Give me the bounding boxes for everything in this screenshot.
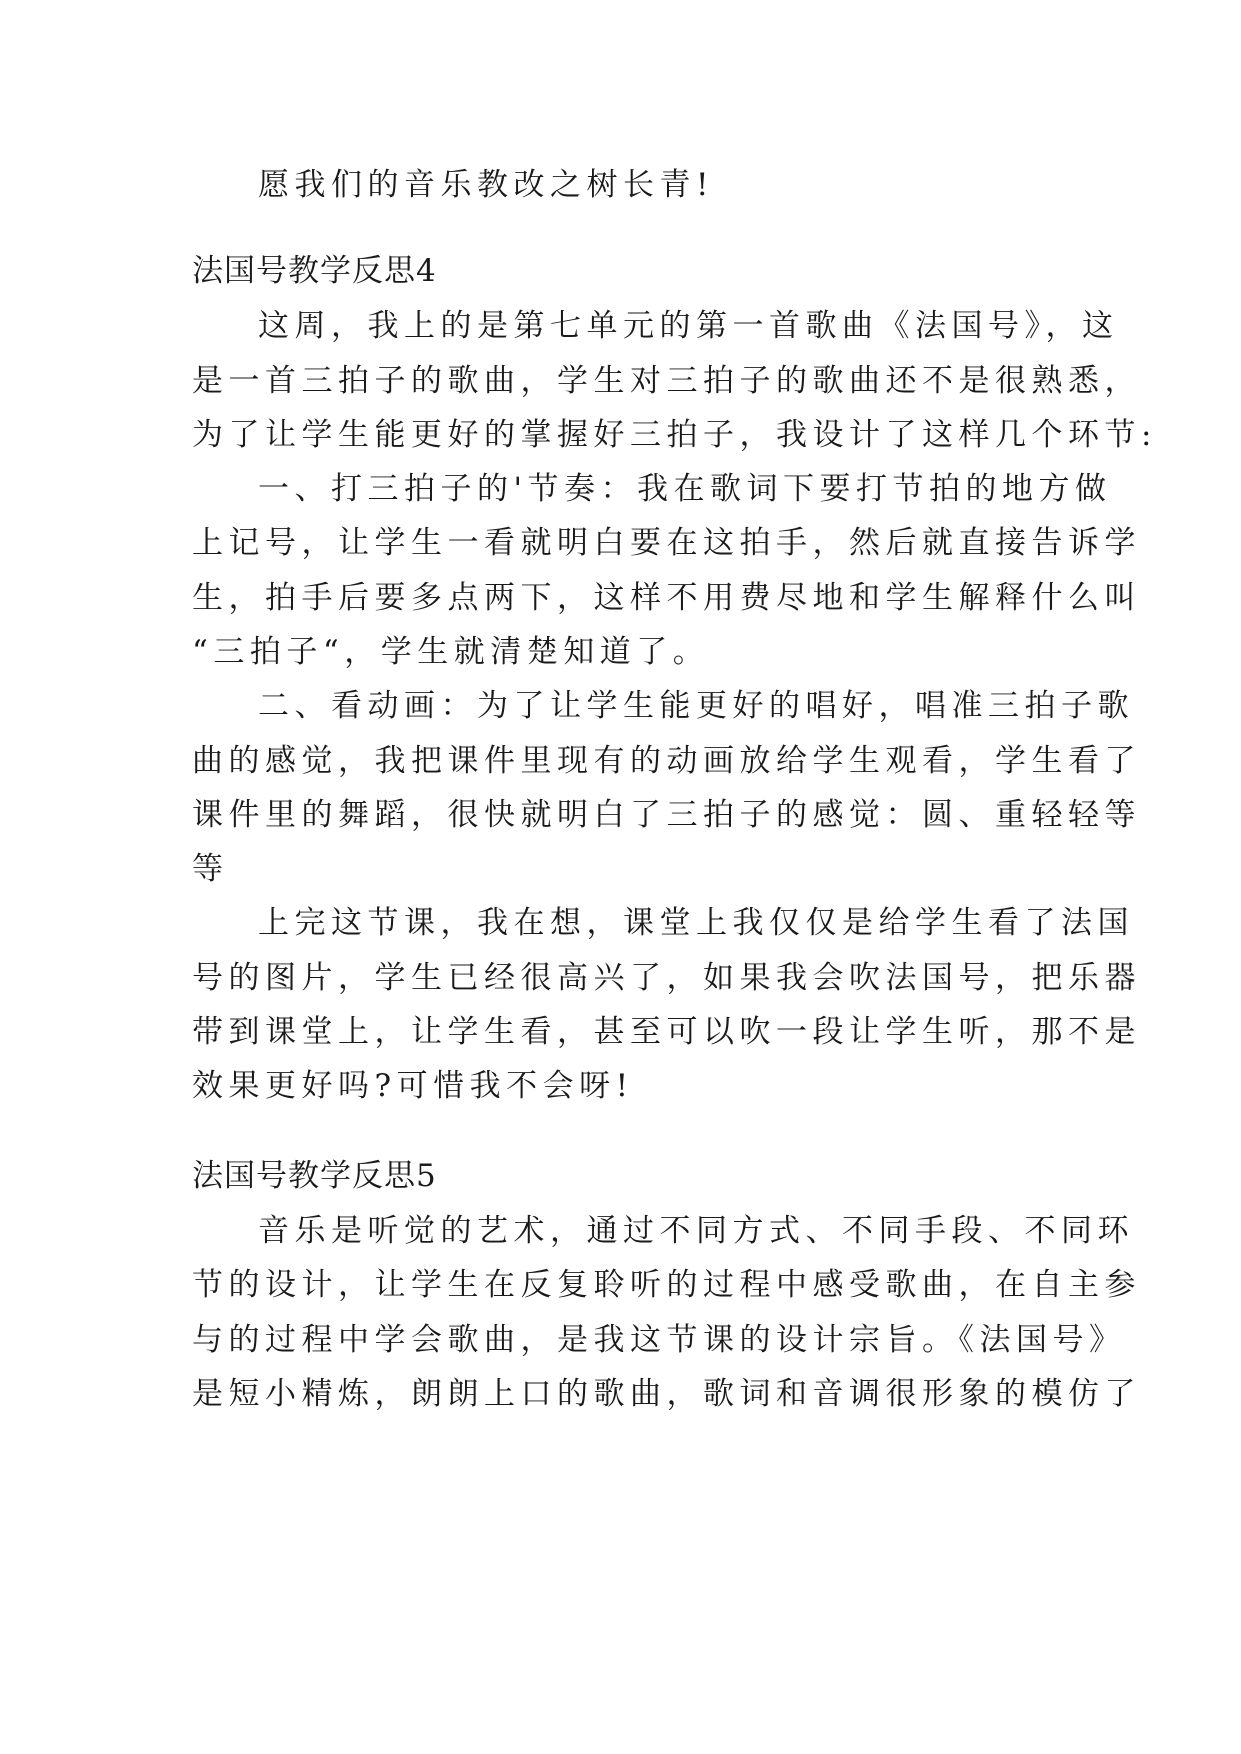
paragraph-line: 节的设计，让学生在反复聆听的过程中感受歌曲，在自主参 — [192, 1267, 1141, 1303]
paragraph-line: 课件里的舞蹈，很快就明白了三拍子的感觉：圆、重轻轻等 — [192, 797, 1141, 833]
paragraph-line: 上记号，让学生一看就明白要在这拍手，然后就直接告诉学 — [192, 525, 1141, 561]
paragraph-line: 是短小精炼，朗朗上口的歌曲，歌词和音调很形象的模仿了 — [192, 1376, 1141, 1412]
paragraph-line: 与的过程中学会歌曲，是我这节课的设计宗旨。《法国号》 — [192, 1322, 1126, 1358]
section-heading-5: 法国号教学反思5 — [192, 1158, 437, 1194]
paragraph-line: 等 — [192, 851, 229, 887]
paragraph-line: 生，拍手后要多点两下，这样不用费尽地和学生解释什么叫 — [192, 580, 1141, 616]
paragraph-line: 为了让学生能更好的掌握好三拍子，我设计了这样几个环节: — [192, 417, 1157, 453]
paragraph-line: 是一首三拍子的歌曲，学生对三拍子的歌曲还不是很熟悉， — [192, 363, 1141, 399]
paragraph-line: 二、看动画：为了让学生能更好的唱好，唱准三拍子歌 — [258, 688, 1134, 724]
section-heading-4: 法国号教学反思4 — [192, 253, 437, 289]
paragraph-line: 一、打三拍子的'节奏：我在歌词下要打节拍的地方做 — [258, 471, 1112, 507]
paragraph-line: 带到课堂上，让学生看，甚至可以吹一段让学生听，那不是 — [192, 1014, 1141, 1050]
paragraph-line: 上完这节课，我在想，课堂上我仅仅是给学生看了法国 — [258, 905, 1134, 941]
paragraph-line: 这周，我上的是第七单元的第一首歌曲《法国号》，这 — [258, 308, 1119, 344]
paragraph-line: 效果更好吗?可惜我不会呀! — [192, 1068, 634, 1104]
paragraph-line: “三拍子“，学生就清楚知道了。 — [192, 634, 710, 670]
paragraph-line: 音乐是听觉的艺术，通过不同方式、不同手段、不同环 — [258, 1213, 1134, 1249]
paragraph-line: 号的图片，学生已经很高兴了，如果我会吹法国号，把乐器 — [192, 960, 1141, 996]
closing-line: 愿我们的音乐教改之树长青! — [258, 167, 714, 203]
paragraph-line: 曲的感觉，我把课件里现有的动画放给学生观看，学生看了 — [192, 743, 1141, 779]
